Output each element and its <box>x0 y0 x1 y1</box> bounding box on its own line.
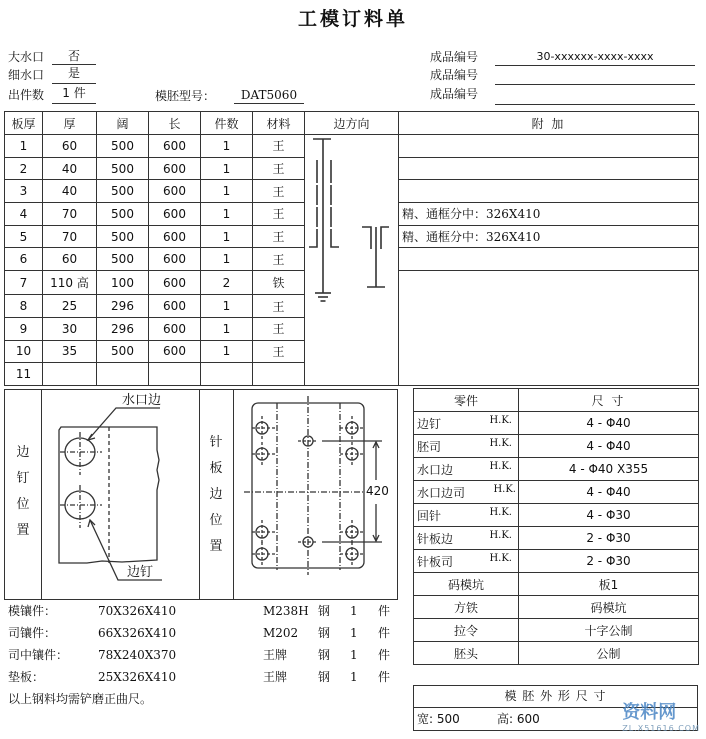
cell-material[interactable]: 王 <box>253 135 305 158</box>
parts-row <box>414 481 699 504</box>
cell-material[interactable] <box>253 363 305 386</box>
col-header-part: 零件 <box>414 389 519 412</box>
col-header-edge-direction: 边方向 <box>305 112 399 135</box>
part-size[interactable]: 2 - Φ30 <box>519 550 699 573</box>
mold-base-value[interactable]: DAT5060 <box>240 88 298 102</box>
col-header-width: 阔 <box>97 112 149 135</box>
cell-length[interactable] <box>149 363 201 386</box>
cell-width[interactable]: 296 <box>97 295 149 318</box>
cell-thick[interactable]: 30 <box>43 317 97 340</box>
cell-thick[interactable]: 40 <box>43 157 97 180</box>
cell-qty[interactable]: 1 <box>201 203 253 226</box>
cell-qty[interactable]: 1 <box>201 135 253 158</box>
parts-row <box>414 619 699 642</box>
cell-no: 11 <box>5 363 43 386</box>
mold-outline-title: 模 胚 外 形 尺 寸 <box>504 689 607 703</box>
cell-thick[interactable]: 35 <box>43 340 97 363</box>
part-name: 拉令 <box>414 619 519 642</box>
part-size[interactable]: 板1 <box>519 573 699 596</box>
cell-length[interactable]: 600 <box>149 248 201 271</box>
cell-length[interactable]: 600 <box>149 203 201 226</box>
cell-material[interactable]: 王 <box>253 248 305 271</box>
watermark-logo: 资料网 ZL.X51616.COM <box>622 702 700 733</box>
part-name: 边钉 H.K. <box>414 412 519 435</box>
part-size[interactable]: 公制 <box>519 642 699 665</box>
dimension-420: 420 <box>366 484 389 498</box>
cell-note-merged[interactable] <box>399 271 699 386</box>
part-name: 码模坑 <box>414 573 519 596</box>
insert-unit: 件 <box>378 626 391 640</box>
cell-no: 1 <box>5 135 43 158</box>
cell-width[interactable]: 500 <box>97 340 149 363</box>
cell-thick[interactable]: 70 <box>43 225 97 248</box>
product-number-label-2: 成品编号 <box>430 68 479 82</box>
fine-gate-underline <box>52 83 96 84</box>
cell-qty[interactable]: 1 <box>201 295 253 318</box>
table-row <box>5 135 699 158</box>
mold-base-underline <box>234 103 304 104</box>
cell-no: 7 <box>5 271 43 295</box>
product-number-underline-2 <box>495 84 695 85</box>
mold-height[interactable]: 高: 600 <box>497 712 540 726</box>
cell-no: 10 <box>5 340 43 363</box>
cell-no: 4 <box>5 203 43 226</box>
cell-note[interactable] <box>399 180 699 203</box>
parts-row <box>414 458 699 481</box>
part-name: 针板司 H.K. <box>414 550 519 573</box>
guide-pin-drawing <box>42 390 199 600</box>
cell-width[interactable]: 500 <box>97 180 149 203</box>
cell-qty[interactable]: 1 <box>201 317 253 340</box>
part-size[interactable]: 4 - Φ40 <box>519 435 699 458</box>
part-name: 针板边 H.K. <box>414 527 519 550</box>
col-header-material: 材料 <box>253 112 305 135</box>
cell-note[interactable] <box>399 248 699 271</box>
pin-plate-position-label: 针 板 边 位 置 <box>209 435 223 554</box>
insert-qty: 1 <box>350 670 358 684</box>
cell-length[interactable]: 600 <box>149 340 201 363</box>
cell-material[interactable]: 王 <box>253 203 305 226</box>
insert-unit-label: 钢 <box>318 670 331 684</box>
insert-unit: 件 <box>378 648 391 662</box>
cell-qty[interactable] <box>201 363 253 386</box>
insert-qty: 1 <box>350 648 358 662</box>
cavity-count-underline <box>52 103 96 104</box>
product-number-label-3: 成品编号 <box>430 87 479 101</box>
cell-qty[interactable]: 1 <box>201 225 253 248</box>
insert-size: 66X326X410 <box>98 626 177 640</box>
part-size[interactable]: 4 - Φ30 <box>519 504 699 527</box>
cavity-count-value[interactable]: 1 件 <box>62 86 86 100</box>
cell-thick[interactable]: 40 <box>43 180 97 203</box>
cell-thick[interactable]: 60 <box>43 248 97 271</box>
parts-row <box>414 412 699 435</box>
insert-size: 78X240X370 <box>98 648 177 662</box>
cell-thick[interactable]: 25 <box>43 295 97 318</box>
cell-material[interactable]: 王 <box>253 295 305 318</box>
insert-qty: 1 <box>350 604 358 618</box>
cell-width[interactable]: 500 <box>97 135 149 158</box>
insert-unit-label: 钢 <box>318 604 331 618</box>
cell-note[interactable]: 精、通框分中：326X410 <box>399 225 699 248</box>
col-header-qty: 件数 <box>201 112 253 135</box>
cell-material[interactable]: 铁 <box>253 271 305 295</box>
cell-length[interactable]: 600 <box>149 225 201 248</box>
cell-length[interactable]: 600 <box>149 135 201 158</box>
cell-length[interactable]: 600 <box>149 157 201 180</box>
divider <box>199 389 200 600</box>
cell-material[interactable]: 王 <box>253 180 305 203</box>
part-name: 水口边 H.K. <box>414 458 519 481</box>
large-gate-value[interactable]: 否 <box>67 49 80 63</box>
part-name: 回针 H.K. <box>414 504 519 527</box>
col-header-plate: 板厚 <box>5 112 43 135</box>
edge-direction-diagram-cell <box>305 135 399 386</box>
parts-row <box>414 504 699 527</box>
cell-width[interactable]: 100 <box>97 271 149 295</box>
part-size[interactable]: 4 - Φ40 <box>519 481 699 504</box>
col-header-size: 尺 寸 <box>519 389 699 412</box>
cell-material[interactable]: 王 <box>253 225 305 248</box>
table-header-row <box>5 112 699 135</box>
guide-pin-callout: 边钉 <box>127 565 154 580</box>
cell-thick[interactable]: 70 <box>43 203 97 226</box>
part-name: 方铁 <box>414 596 519 619</box>
part-size[interactable]: 2 - Φ30 <box>519 527 699 550</box>
large-gate-label: 大水口 <box>8 50 45 64</box>
cell-length[interactable]: 600 <box>149 271 201 295</box>
insert-unit: 件 <box>378 604 391 618</box>
parts-row <box>414 596 699 619</box>
parts-row <box>414 573 699 596</box>
edge-direction-diagram <box>305 135 399 385</box>
part-name: 水口边司 H.K. <box>414 481 519 504</box>
col-header-thick: 厚 <box>43 112 97 135</box>
cell-thick[interactable]: 110 高 <box>43 271 97 295</box>
parts-row <box>414 435 699 458</box>
insert-size: 70X326X410 <box>98 604 177 618</box>
insert-unit: 件 <box>378 670 391 684</box>
mold-base-label: 模胚型号： <box>155 89 216 103</box>
insert-steel: M202 <box>263 626 299 640</box>
cell-note[interactable] <box>399 157 699 180</box>
plate-table <box>4 111 699 386</box>
cell-width[interactable]: 296 <box>97 317 149 340</box>
cell-no: 5 <box>5 225 43 248</box>
guide-pin-position-label: 边 钉 位 置 <box>16 445 30 538</box>
parts-row <box>414 527 699 550</box>
part-name: 胚司 H.K. <box>414 435 519 458</box>
cell-thick[interactable]: 60 <box>43 135 97 158</box>
gate-side-callout: 水口边 <box>122 393 162 408</box>
insert-steel: 王牌 <box>263 648 288 662</box>
page-title: 工模订料单 <box>297 8 408 30</box>
cell-no: 2 <box>5 157 43 180</box>
cell-material[interactable]: 王 <box>253 317 305 340</box>
cell-note[interactable]: 精、通框分中：326X410 <box>399 203 699 226</box>
insert-size: 25X326X410 <box>98 670 177 684</box>
cell-length[interactable]: 600 <box>149 317 201 340</box>
insert-unit-label: 钢 <box>318 648 331 662</box>
insert-name: 模镶件： <box>8 604 57 618</box>
cell-length[interactable]: 600 <box>149 180 201 203</box>
product-number-underline-3 <box>495 104 695 105</box>
cell-no: 6 <box>5 248 43 271</box>
fine-gate-value[interactable]: 是 <box>67 66 80 80</box>
cell-no: 3 <box>5 180 43 203</box>
cell-no: 8 <box>5 295 43 318</box>
cell-thick[interactable] <box>43 363 97 386</box>
insert-name: 垫板： <box>8 670 45 684</box>
cell-width[interactable]: 500 <box>97 225 149 248</box>
cell-width[interactable]: 500 <box>97 248 149 271</box>
footnote: 以上钢料均需铲磨正曲尺。 <box>8 692 153 706</box>
cell-material[interactable]: 王 <box>253 340 305 363</box>
part-size[interactable]: 码模坑 <box>519 596 699 619</box>
cell-width[interactable]: 500 <box>97 157 149 180</box>
parts-row <box>414 550 699 573</box>
product-number-underline-1 <box>495 65 695 66</box>
insert-qty: 1 <box>350 626 358 640</box>
part-size[interactable]: 4 - Φ40 <box>519 412 699 435</box>
parts-header-row <box>414 389 699 412</box>
cell-length[interactable]: 600 <box>149 295 201 318</box>
insert-steel: 王牌 <box>263 670 288 684</box>
cell-material[interactable]: 王 <box>253 157 305 180</box>
cell-width[interactable]: 500 <box>97 203 149 226</box>
part-size[interactable]: 4 - Φ40 X355 <box>519 458 699 481</box>
product-number-value-1[interactable]: 30-xxxxxx-xxxx-xxxx <box>536 50 654 63</box>
insert-name: 司中镶件： <box>8 648 69 662</box>
cell-width[interactable] <box>97 363 149 386</box>
product-number-label-1: 成品编号 <box>430 50 479 64</box>
cell-qty[interactable]: 1 <box>201 180 253 203</box>
parts-table <box>413 388 699 665</box>
insert-steel: M238H <box>263 604 309 618</box>
part-name: 胚头 <box>414 642 519 665</box>
col-header-length: 长 <box>149 112 201 135</box>
col-header-additional: 附 加 <box>399 112 699 135</box>
mold-width[interactable]: 宽: 500 <box>417 712 460 726</box>
fine-gate-label: 细水口 <box>8 68 45 82</box>
cell-qty[interactable]: 1 <box>201 340 253 363</box>
insert-unit-label: 钢 <box>318 626 331 640</box>
cell-qty[interactable]: 1 <box>201 157 253 180</box>
cell-qty[interactable]: 2 <box>201 271 253 295</box>
cavity-count-label: 出件数 <box>8 88 45 102</box>
cell-note[interactable] <box>399 135 699 158</box>
cell-qty[interactable]: 1 <box>201 248 253 271</box>
parts-row <box>414 642 699 665</box>
insert-name: 司镶件： <box>8 626 57 640</box>
cell-no: 9 <box>5 317 43 340</box>
part-size[interactable]: 十字公制 <box>519 619 699 642</box>
